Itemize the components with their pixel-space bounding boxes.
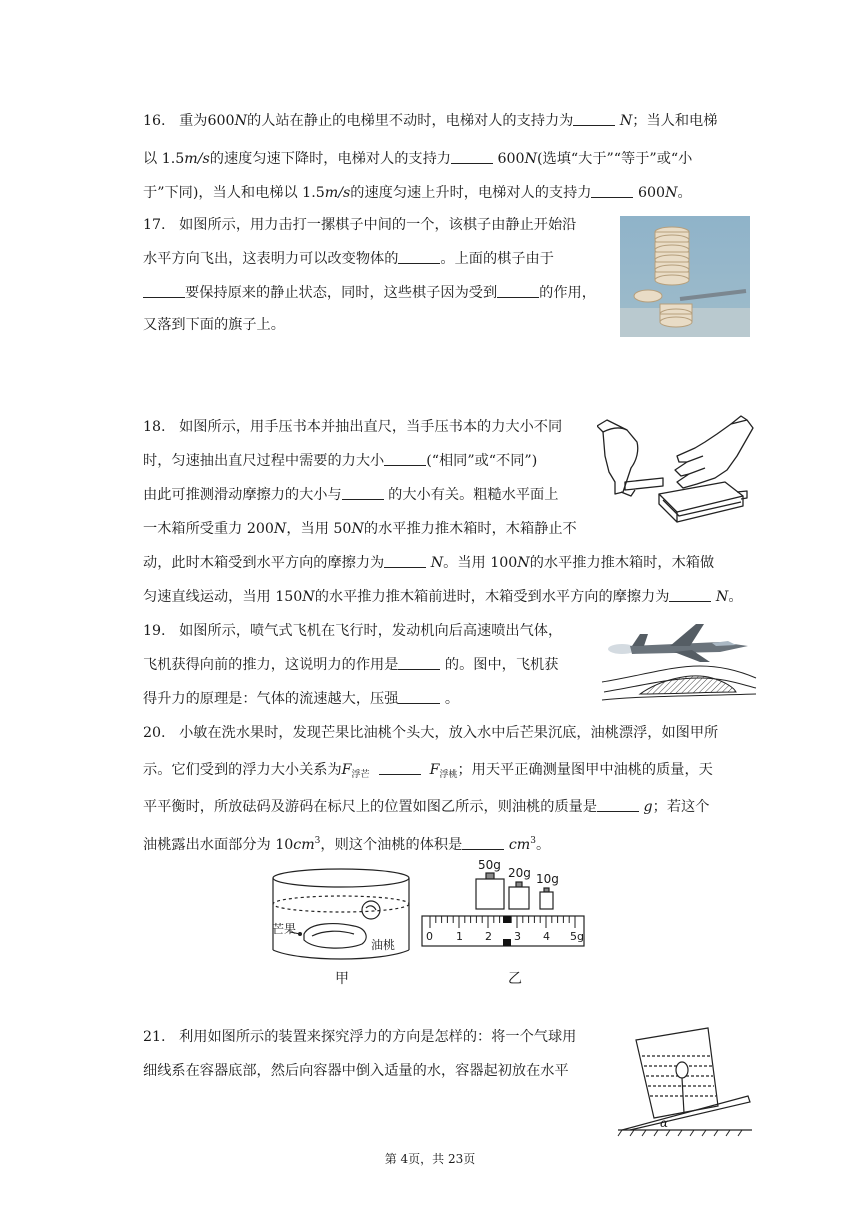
mango-label: 芒果	[272, 922, 297, 936]
tick-label: 1	[456, 930, 463, 943]
q18-line3: 由此可推测滑动摩擦力的大小与 的大小有关。粗糙水平面上	[143, 487, 559, 503]
q20-line2: 示。它们受到的浮力大小关系为$F_{浮芒}$ $F_{浮桃}$；用天平正确测量图甲中油桃的质量，天	[143, 762, 713, 780]
q20-line3: 平平衡时，所放砝码及游码在标尺上的位置如图乙所示，则油桃的质量是 g；若这个	[143, 799, 710, 815]
angle-alpha-label: α	[660, 1116, 669, 1130]
q18-line1: 18. 如图所示，用手压书本并抽出直尺，当手压书本的力大小不同	[143, 419, 563, 435]
q21-line1: 21. 利用如图所示的装置来探究浮力的方向是怎样的：将一个气球用	[143, 1029, 577, 1045]
q18-line2: 时，匀速抽出直尺过程中需要的力大小 (“相同”或“不同”)	[143, 453, 538, 469]
figure-yi-caption: 乙	[508, 971, 522, 987]
buoyancy-direction-figure	[612, 1018, 758, 1138]
answer-blank[interactable]	[398, 655, 440, 670]
figure-jia	[270, 866, 412, 988]
q18-line5: 动，此时木箱受到水平方向的摩擦力为 N。当用 100N的水平推力推木箱时，木箱做	[143, 555, 715, 571]
tick-label: 2	[485, 930, 492, 943]
hands-book-ruler-figure	[597, 412, 757, 527]
q18-line4: 一木箱所受重力 200N，当用 50N的水平推力推木箱时，木箱静止不	[143, 521, 577, 537]
q16-line2: 以 1.5m/s的速度匀速下降时，电梯对人的支持力 600N(选填“大于”“等于”或“小	[143, 151, 693, 167]
jet-and-wing-figure	[600, 616, 758, 708]
tick-label: 4	[543, 930, 550, 943]
q19-line1: 19. 如图所示，喷气式飞机在飞行时，发动机向后高速喷出气体，	[143, 623, 563, 639]
weight-50g-label: 50g	[478, 858, 501, 872]
q16-line3: 于”下同)，当人和电梯以 1.5m/s的速度匀速上升时，电梯对人的支持力 600N。	[143, 185, 692, 201]
answer-blank[interactable]	[597, 797, 639, 812]
answer-blank[interactable]	[143, 283, 185, 298]
checker-stack-photo	[620, 216, 750, 337]
q17-line1: 17. 如图所示，用力击打一摞棋子中间的一个，该棋子由静止开始沿	[143, 217, 577, 233]
q18-line6: 匀速直线运动，当用 150N的水平推力推木箱前进时，木箱受到水平方向的摩擦力为 N。	[143, 589, 743, 605]
q17-line3: 要保持原来的静止状态，同时，这些棋子因为受到 的作用，	[143, 283, 596, 303]
q16-line1: 16. 重为600N的人站在静止的电梯里不动时，电梯对人的支持力为 N；当人和电梯	[143, 113, 718, 129]
weights-scale-drawing	[420, 856, 588, 956]
answer-blank[interactable]	[497, 283, 539, 298]
weight-20g-label: 20g	[508, 866, 531, 880]
figure-yi	[420, 856, 588, 988]
q20-line4: 油桃露出水面部分为 $10cm^3$，则这个油桃的体积是 $cm^3$。	[143, 836, 551, 853]
q17-line4: 又落到下面的旗子上。	[143, 317, 285, 333]
tick-label: 3	[514, 930, 521, 943]
answer-blank[interactable]	[451, 149, 493, 164]
q19-line3: 得升力的原理是：气体的流速越大，压强 。	[143, 691, 460, 707]
q19-line2: 飞机获得向前的推力，这说明力的作用是 的。图中，飞机获	[143, 657, 559, 673]
answer-blank[interactable]	[669, 587, 711, 602]
figure-jia-caption: 甲	[335, 971, 349, 987]
answer-blank[interactable]	[591, 183, 633, 198]
answer-blank[interactable]	[379, 760, 421, 775]
weight-10g-label: 10g	[536, 872, 559, 886]
answer-blank[interactable]	[462, 835, 504, 850]
answer-blank[interactable]	[398, 689, 440, 704]
q21-line2: 细线系在容器底部，然后向容器中倒入适量的水，容器起初放在水平	[143, 1063, 569, 1079]
peach-label: 油桃	[371, 938, 396, 952]
answer-blank[interactable]	[573, 111, 615, 126]
tick-label: 5g	[570, 930, 584, 943]
answer-blank[interactable]	[398, 249, 440, 264]
answer-blank[interactable]	[384, 553, 426, 568]
q17-line2: 水平方向飞出，这表明力可以改变物体的 。上面的棋子由于	[143, 251, 554, 267]
answer-blank[interactable]	[384, 451, 426, 466]
page-footer: 第 4页，共 23页	[384, 1152, 476, 1166]
answer-blank[interactable]	[342, 485, 384, 500]
q20-line1: 20. 小敏在洗水果时，发现芒果比油桃个头大，放入水中后芒果沉底，油桃漂浮，如图甲所	[143, 725, 719, 741]
tick-label: 0	[426, 930, 433, 943]
tilted-container-drawing	[612, 1018, 758, 1138]
